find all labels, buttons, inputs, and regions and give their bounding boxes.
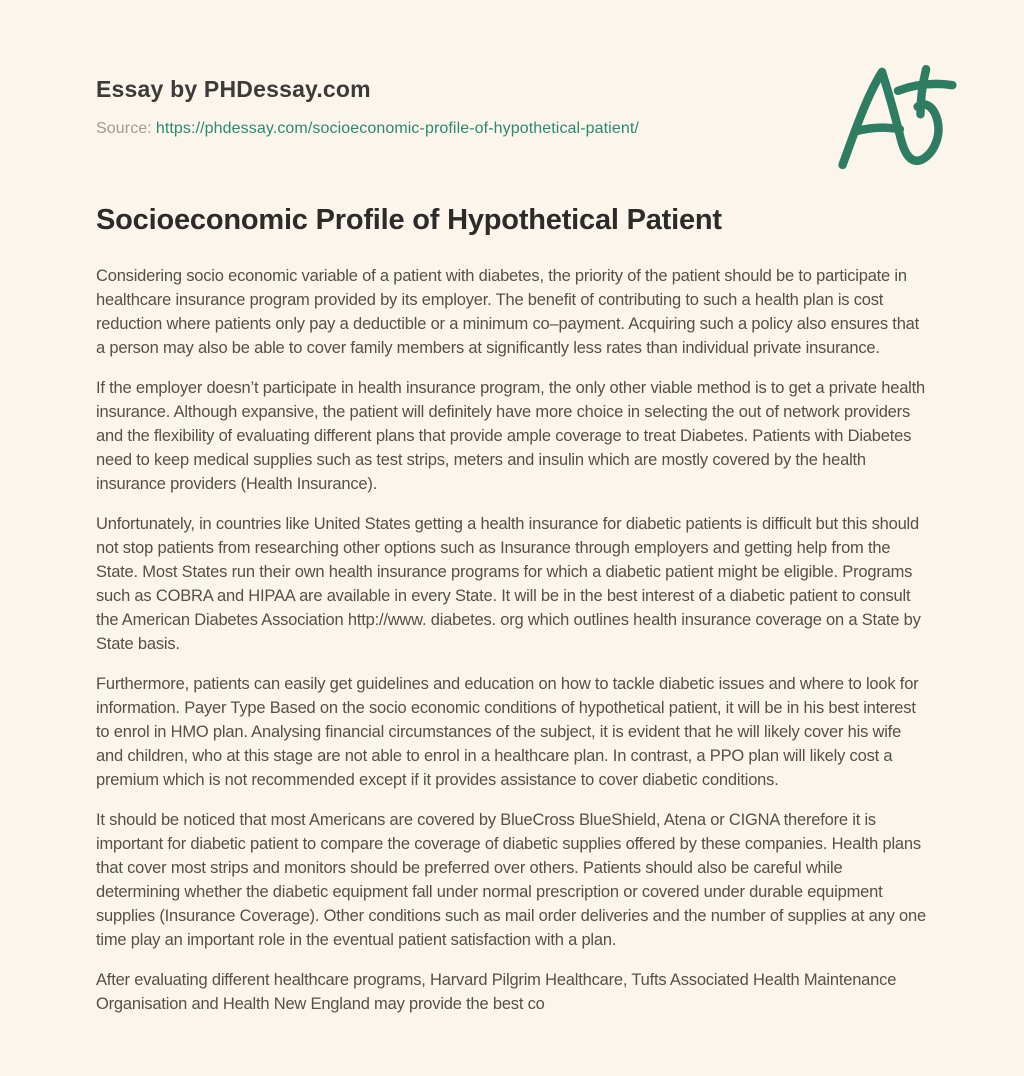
essay-body xyxy=(96,264,928,1016)
essay-title: Socioeconomic Profile of Hypothetical Patient xyxy=(96,204,722,236)
essay-paragraph: Furthermore, patients can easily get guidelines and education on how to tackle diabetic issues and where to look for information. Payer Type Based on the socio economic conditions of hypothetical patient, it will be in his best interest to enrol in HMO plan. Analysing financial circumstances of the subject, it is evident that he will likely cover his wife and children, who at this stage are not able to enrol in a healthcare plan. In contrast, a PPO plan will likely cost a premium which is not recommended except if it provides assistance to cover diabetic conditions. xyxy=(96,675,919,789)
essay-paragraph: Considering socio economic variable of a patient with diabetes, the priority of the patient should be to participate in healthcare insurance program provided by its employer. The benefit of contributing to such a health plan is cost reduction where patients only pay a deductible or a minimum co–payment. Acquiring such a policy also ensures that a person may also be able to cover family members at significantly less rates than individual private insurance. xyxy=(96,267,920,357)
essay-paragraph: After evaluating different healthcare programs, Harvard Pilgrim Healthcare, Tufts Associated Health Maintenance Organisation and Health New England may provide the best co xyxy=(96,971,897,1013)
source-label: Source: xyxy=(96,120,152,137)
site-header-title: Essay by PHDessay.com xyxy=(96,76,371,102)
essay-paragraph: Unfortunately, in countries like United States getting a health insurance for diabetic patients is difficult but this should not stop patients from researching other options such as Insurance through employers and getting help from the State. Most States run their own health insurance programs for which a diabetic patient might be eligible. Programs such as COBRA and HIPAA are available in every State. It will be in the best interest of a diabetic patient to consult the American Diabetes Association http://www. diabetes. org which outlines health insurance coverage on a State by State basis. xyxy=(96,515,921,653)
source-link[interactable]: https://phdessay.com/socioeconomic-profile-of-hypothetical-patient/ xyxy=(155,120,639,137)
a-plus-logo-icon xyxy=(836,58,958,178)
essay-paragraph: It should be noticed that most Americans are covered by BlueCross BlueShield, Atena or CIGNA therefore it is important for diabetic patient to compare the coverage of diabetic supplies offered by these companies. Health plans that cover most strips and monitors should be preferred over others. Patients should also be careful while determining whether the diabetic equipment fall under normal prescription or covered under durable equipment supplies (Insurance Coverage). Other conditions such as mail order deliveries and the number of supplies at any one time play an important role in the eventual patient satisfaction with a plan. xyxy=(96,811,926,949)
essay-paragraph: If the employer doesn’t participate in health insurance program, the only other viable method is to get a private health insurance. Although expansive, the patient will definitely have more choice in selecting the out of network providers and the flexibility of evaluating different plans that provide ample coverage to treat Diabetes. Patients with Diabetes need to keep medical supplies such as test strips, meters and insulin which are mostly covered by the health insurance providers (Health Insurance). xyxy=(96,379,925,493)
essay-content xyxy=(0,204,1024,1016)
source-line xyxy=(96,120,928,138)
